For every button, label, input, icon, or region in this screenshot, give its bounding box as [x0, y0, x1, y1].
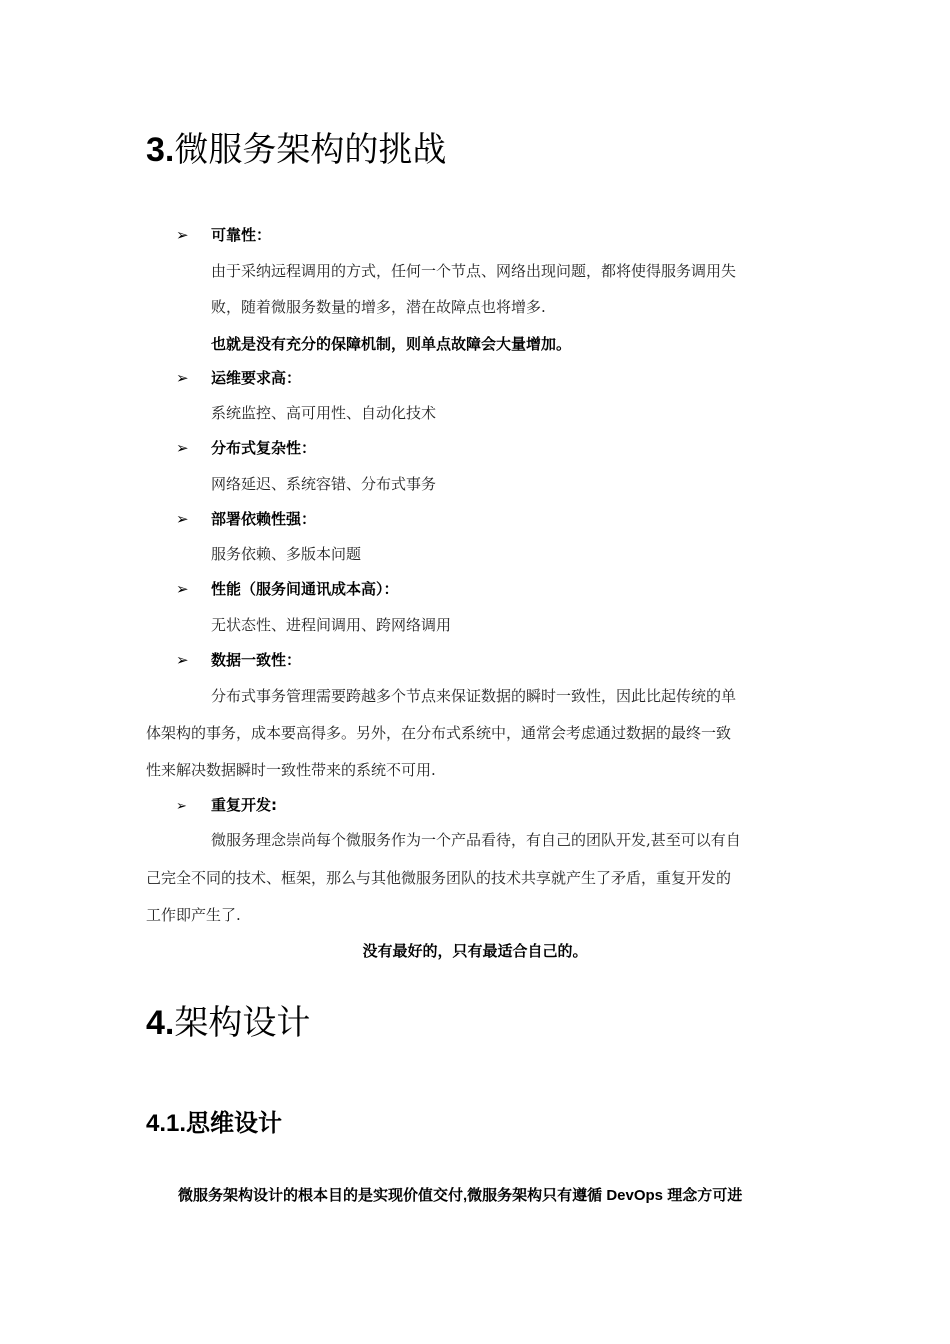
- body-line: 微服务理念崇尚每个微服务作为一个产品看待，有自己的团队开发,甚至可以有自: [211, 831, 741, 849]
- emphasis-line: 也就是没有充分的保障机制，则单点故障会大量增加。: [211, 335, 572, 353]
- section-3-number: 3.: [146, 131, 175, 169]
- bullet-consistency: [176, 649, 301, 671]
- bullet-performance: [176, 578, 399, 600]
- body-line: 败，随着微服务数量的增多，潜在故障点也将增多.: [211, 298, 546, 316]
- section-4-heading: [146, 1003, 310, 1043]
- bullet-label: 分布式复杂性：: [211, 439, 317, 457]
- bullet-label: 重复开发:: [211, 796, 277, 814]
- body-line: 无状态性、进程间调用、跨网络调用: [211, 616, 452, 634]
- body-line: 性来解决数据瞬时一致性带来的系统不可用.: [146, 761, 436, 779]
- bullet-label: 部署依赖性强：: [211, 510, 317, 528]
- body-line: 分布式事务管理需要跨越多个节点来保证数据的瞬时一致性，因此比起传统的单: [211, 687, 737, 705]
- section-3-title: 微服务架构的挑战: [174, 130, 447, 170]
- body-line: 服务依赖、多版本问题: [211, 545, 362, 563]
- conclusion-line: 没有最好的，只有最适合自己的。: [362, 942, 588, 960]
- body-line: 己完全不同的技术、框架，那么与其他微服务团队的技术共享就产生了矛盾，重复开发的: [146, 869, 732, 887]
- bullet-reliability: [176, 224, 271, 246]
- body-line: 工作即产生了.: [146, 906, 241, 924]
- section-4-1-body: 微服务架构设计的根本目的是实现价值交付,微服务架构只有遵循 DevOps 理念方可进: [178, 1187, 743, 1204]
- section-4-1-heading: [146, 1108, 282, 1139]
- bullet-ops: [176, 367, 301, 389]
- section-4-1-number: 4.1.: [146, 1110, 187, 1137]
- section-4-1-title: 思维设计: [186, 1109, 283, 1137]
- bullet-deploy: [176, 508, 316, 530]
- bullet-distributed: [176, 437, 316, 459]
- arrow-bullet-icon: ➢: [176, 510, 189, 528]
- arrow-bullet-icon: ➢: [176, 799, 187, 814]
- body-line: 系统监控、高可用性、自动化技术: [211, 404, 437, 422]
- bullet-label: 数据一致性：: [211, 651, 302, 669]
- section-4-number: 4.: [146, 1004, 175, 1042]
- arrow-bullet-icon: ➢: [176, 369, 189, 387]
- body-line: 网络延迟、系统容错、分布式事务: [211, 475, 437, 493]
- bullet-label: 性能（服务间通讯成本高）：: [211, 580, 399, 598]
- body-line: 由于采纳远程调用的方式，任何一个节点、网络出现问题，都将使得服务调用失: [211, 262, 737, 280]
- bullet-label: 运维要求高：: [211, 369, 302, 387]
- arrow-bullet-icon: ➢: [176, 226, 189, 244]
- section-3-heading: [146, 130, 446, 170]
- arrow-bullet-icon: ➢: [176, 439, 189, 457]
- arrow-bullet-icon: ➢: [176, 651, 189, 669]
- body-line: 体架构的事务，成本要高得多。另外，在分布式系统中，通常会考虑通过数据的最终一致: [146, 724, 732, 742]
- bullet-label: 可靠性：: [211, 226, 272, 244]
- bullet-duplicate-dev: [176, 794, 277, 818]
- arrow-bullet-icon: ➢: [176, 580, 189, 598]
- section-4-title: 架构设计: [174, 1003, 311, 1043]
